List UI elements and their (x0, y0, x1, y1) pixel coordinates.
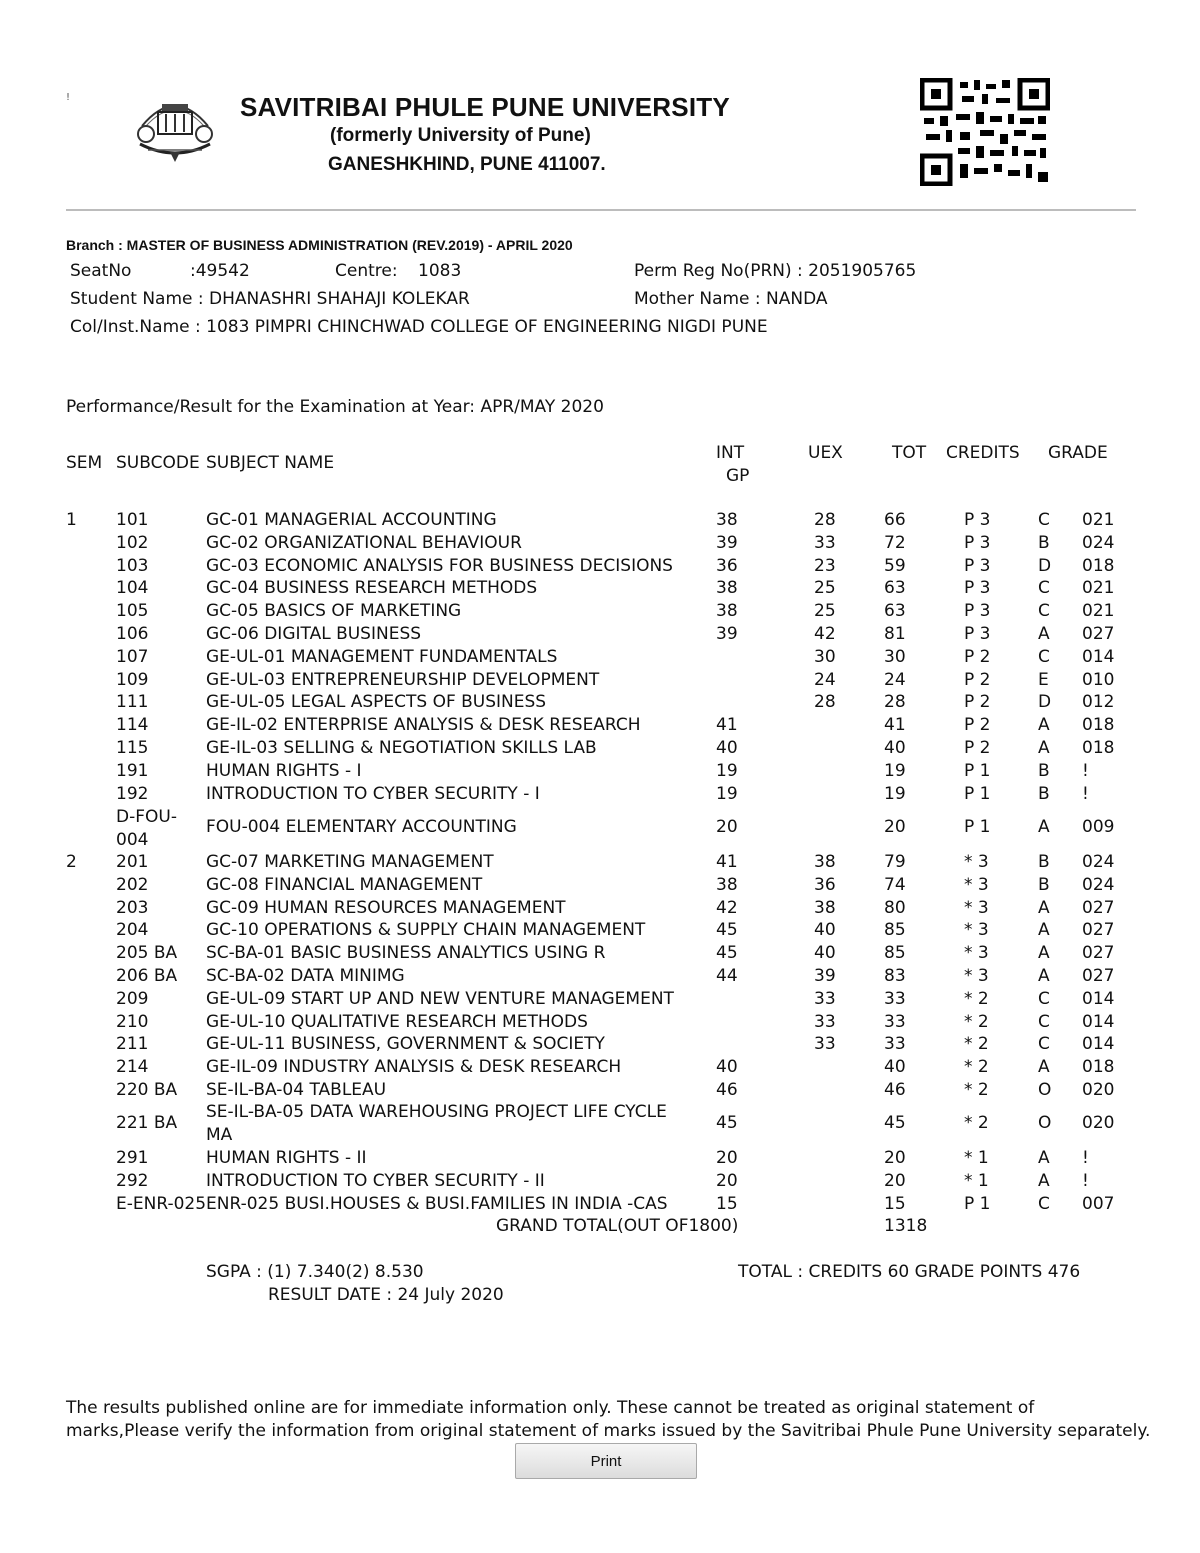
table-row (0, 852, 1200, 875)
row-int: 45 (716, 943, 738, 964)
row-int: 38 (716, 874, 738, 895)
row-subcode: 204 (116, 920, 149, 941)
row-tot: 74 (884, 874, 906, 895)
row-221-int: 45 (716, 1113, 738, 1133)
row-credits: P 1 (964, 1193, 991, 1214)
row-int: 40 (716, 1057, 738, 1078)
row-subject-name: GE-UL-03 ENTREPRENEURSHIP DEVELOPMENT (206, 669, 600, 690)
table-row (0, 1194, 1200, 1217)
row-grade-points: 012 (1082, 692, 1115, 713)
row-uex: 40 (814, 943, 836, 964)
row-subject-name: GC-07 MARKETING MANAGEMENT (206, 852, 494, 872)
row-uex: 25 (814, 601, 836, 622)
row-uex: 39 (814, 966, 836, 986)
row-credits: * 1 (964, 1170, 989, 1191)
mother-name: Mother Name : NANDA (634, 289, 828, 309)
row-grade-points: 018 (1082, 555, 1115, 576)
row-int: 38 (716, 510, 738, 530)
row-subject-name: HUMAN RIGHTS - II (206, 1148, 367, 1168)
fou-grade-points: 009 (1082, 817, 1115, 837)
row-credits: * 3 (964, 920, 989, 941)
table-row (0, 1171, 1200, 1194)
row-int: 20 (716, 1148, 738, 1168)
fou-credits: P 1 (964, 817, 991, 837)
row-grade: C (1038, 601, 1050, 622)
row-grade-points: 018 (1082, 715, 1115, 736)
row-tot: 59 (884, 555, 906, 576)
row-221-grade: O (1038, 1113, 1052, 1133)
row-sem: 2 (66, 852, 77, 872)
row-subcode: 206 BA (116, 966, 178, 986)
row-tot: 40 (884, 1057, 906, 1078)
row-grade: A (1038, 1170, 1050, 1191)
table-row (0, 1012, 1200, 1035)
row-uex: 28 (814, 692, 836, 713)
row-grade: C (1038, 1193, 1050, 1214)
stray-mark: ! (66, 92, 71, 103)
row-grade-points: 014 (1082, 988, 1115, 1009)
row-uex: 42 (814, 624, 836, 644)
row-int: 19 (716, 783, 738, 804)
row-credits: P 3 (964, 532, 991, 553)
row-int: 36 (716, 555, 738, 576)
row-subcode: 103 (116, 555, 149, 576)
row-grade-points: 010 (1082, 669, 1115, 690)
row-tot: 80 (884, 897, 906, 918)
row-credits: * 2 (964, 1057, 989, 1078)
table-row (0, 533, 1200, 556)
table-row (0, 1057, 1200, 1080)
row-subject-name: INTRODUCTION TO CYBER SECURITY - I (206, 783, 540, 804)
row-grade-points: 024 (1082, 874, 1115, 895)
print-button[interactable]: Print (515, 1443, 697, 1479)
row-subcode: 105 (116, 601, 149, 622)
table-row (0, 692, 1200, 715)
row-subject-name: GE-UL-05 LEGAL ASPECTS OF BUSINESS (206, 692, 547, 713)
row-subject-name: GE-UL-10 QUALITATIVE RESEARCH METHODS (206, 1011, 588, 1032)
row-subcode: 214 (116, 1057, 149, 1078)
header-gp: GP (726, 466, 750, 486)
row-grade: A (1038, 715, 1050, 736)
row-subcode: 109 (116, 669, 149, 690)
row-grade: B (1038, 532, 1050, 553)
row-tot: 63 (884, 578, 906, 599)
row-tot: 28 (884, 692, 906, 713)
row-grade-points: ! (1082, 783, 1089, 804)
centre-value: 1083 (418, 261, 462, 281)
row-sem: 1 (66, 510, 77, 530)
row-credits: P 2 (964, 738, 991, 758)
row-grade: C (1038, 1011, 1050, 1032)
row-subcode: 205 BA (116, 943, 178, 964)
table-row (0, 670, 1200, 693)
row-grade-points: 027 (1082, 943, 1115, 964)
row-grade: A (1038, 1148, 1050, 1168)
university-address: GANESHKHIND, PUNE 411007. (328, 154, 606, 175)
row-tot: 72 (884, 532, 906, 553)
row-grade: C (1038, 510, 1050, 530)
row-subcode: 192 (116, 783, 149, 804)
header-uex: UEX (808, 443, 843, 463)
row-subject-name: GE-IL-09 INDUSTRY ANALYSIS & DESK RESEARCH (206, 1057, 622, 1078)
row-221-subcode: 221 BA (116, 1113, 178, 1133)
university-name: SAVITRIBAI PHULE PUNE UNIVERSITY (240, 92, 730, 122)
fou-subject-name: FOU-004 ELEMENTARY ACCOUNTING (206, 817, 517, 837)
row-grade: A (1038, 624, 1050, 644)
row-credits: P 3 (964, 624, 991, 644)
row-int: 41 (716, 715, 738, 736)
header-tot: TOT (892, 443, 927, 463)
row-subject-name: GE-IL-02 ENTERPRISE ANALYSIS & DESK RESEARCH (206, 715, 641, 736)
branch-line: Branch : MASTER OF BUSINESS ADMINISTRATION (REV.2019) - APRIL 2020 (66, 237, 573, 253)
row-subject-name: GC-08 FINANCIAL MANAGEMENT (206, 874, 483, 895)
row-grade: A (1038, 920, 1050, 941)
header-subject-name: SUBJECT NAME (206, 453, 335, 473)
row-tot: 20 (884, 1148, 906, 1168)
table-row (0, 966, 1200, 989)
table-row (0, 601, 1200, 624)
table-row (0, 715, 1200, 738)
row-grade: A (1038, 966, 1050, 986)
row-subject-name: HUMAN RIGHTS - I (206, 760, 362, 781)
row-uex: 30 (814, 646, 836, 667)
row-grade: A (1038, 897, 1050, 918)
row-tot: 20 (884, 1170, 906, 1191)
row-grade: C (1038, 988, 1050, 1009)
row-credits: * 2 (964, 988, 989, 1009)
row-grade-points: 014 (1082, 1011, 1115, 1032)
row-grade: C (1038, 646, 1050, 667)
row-subcode: 202 (116, 874, 149, 895)
seat-label: SeatNo (70, 261, 132, 281)
table-row (0, 624, 1200, 647)
table-row (0, 784, 1200, 807)
performance-title: Performance/Result for the Examination at Year: APR/MAY 2020 (66, 397, 604, 417)
row-credits: * 1 (964, 1148, 989, 1168)
table-row (0, 761, 1200, 784)
row-subject-name: GE-UL-09 START UP AND NEW VENTURE MANAGEMENT (206, 988, 674, 1009)
row-grade-points: 021 (1082, 578, 1115, 599)
row-tot: 85 (884, 943, 906, 964)
row-tot: 19 (884, 783, 906, 804)
row-subject-name: SE-IL-BA-04 TABLEAU (206, 1080, 387, 1100)
row-subject-name: GE-UL-01 MANAGEMENT FUNDAMENTALS (206, 646, 558, 667)
row-tot: 33 (884, 988, 906, 1009)
row-subcode: 203 (116, 897, 149, 918)
header-divider (66, 209, 1136, 211)
table-row (0, 1034, 1200, 1057)
header-int: INT (716, 443, 745, 463)
row-int: 19 (716, 760, 738, 781)
row-subject-name: GC-09 HUMAN RESOURCES MANAGEMENT (206, 897, 566, 918)
table-row (0, 556, 1200, 579)
row-grade: B (1038, 852, 1050, 872)
row-credits: * 2 (964, 1034, 989, 1055)
row-grade-points: 007 (1082, 1193, 1115, 1214)
row-grade: C (1038, 1034, 1050, 1055)
sgpa-line: SGPA : (1) 7.340(2) 8.530 (206, 1262, 424, 1282)
row-uex: 33 (814, 1011, 836, 1032)
row-subcode: E-ENR-025 (116, 1193, 207, 1214)
row-grade: D (1038, 692, 1052, 713)
row-subcode: 114 (116, 715, 149, 736)
row-int: 38 (716, 601, 738, 622)
row-grade: E (1038, 669, 1049, 690)
row-uex: 24 (814, 669, 836, 690)
row-credits: P 2 (964, 646, 991, 667)
grand-total-value: 1318 (884, 1216, 928, 1236)
row-uex: 38 (814, 897, 836, 918)
row-subject-name: GC-06 DIGITAL BUSINESS (206, 624, 422, 644)
header-credits: CREDITS (946, 443, 1020, 463)
row-grade-points: 021 (1082, 601, 1115, 622)
row-int: 44 (716, 966, 738, 986)
row-grade-points: 018 (1082, 738, 1115, 758)
row-subject-name: GC-02 ORGANIZATIONAL BEHAVIOUR (206, 532, 522, 553)
row-credits: * 3 (964, 943, 989, 964)
row-int: 42 (716, 897, 738, 918)
row-credits: P 1 (964, 760, 991, 781)
table-row (0, 510, 1200, 533)
row-221-tot: 45 (884, 1113, 906, 1133)
row-subject-name: SC-BA-01 BASIC BUSINESS ANALYTICS USING R (206, 943, 606, 964)
row-tot: 81 (884, 624, 906, 644)
row-grade: A (1038, 943, 1050, 964)
row-credits: * 2 (964, 1011, 989, 1032)
row-credits: P 3 (964, 578, 991, 599)
row-tot: 41 (884, 715, 906, 736)
fou-grade: A (1038, 817, 1050, 837)
row-221-grade-points: 020 (1082, 1113, 1115, 1133)
row-tot: 46 (884, 1080, 906, 1100)
row-subcode: 220 BA (116, 1080, 178, 1100)
row-uex: 23 (814, 555, 836, 576)
row-grade-points: ! (1082, 760, 1089, 781)
row-credits: P 2 (964, 692, 991, 713)
row-tot: 30 (884, 646, 906, 667)
row-tot: 40 (884, 738, 906, 758)
seat-value: :49542 (190, 261, 250, 281)
row-grade: D (1038, 555, 1052, 576)
fou-tot: 20 (884, 817, 906, 837)
table-row (0, 738, 1200, 761)
row-int: 20 (716, 1170, 738, 1191)
row-subject-name: SC-BA-02 DATA MINIMG (206, 966, 405, 986)
row-grade: C (1038, 578, 1050, 599)
row-subject-name: GE-IL-03 SELLING & NEGOTIATION SKILLS LAB (206, 738, 597, 758)
table-row (0, 898, 1200, 921)
university-emblem-icon (132, 92, 218, 166)
fou-subcode-line1: D-FOU- (116, 807, 177, 827)
row-tot: 83 (884, 966, 906, 986)
row-subcode: 107 (116, 646, 149, 667)
fou-subcode-line2: 004 (116, 830, 149, 850)
row-subcode: 292 (116, 1170, 149, 1191)
row-int: 46 (716, 1080, 738, 1100)
row-grade-points: ! (1082, 1170, 1089, 1191)
row-subcode: 106 (116, 624, 149, 644)
disclaimer-line1: The results published online are for immediate information only. These cannot be treated as original statement of (66, 1398, 1035, 1418)
row-int: 38 (716, 578, 738, 599)
row-subcode: 104 (116, 578, 149, 599)
result-date: RESULT DATE : 24 July 2020 (268, 1285, 504, 1305)
row-subcode: 201 (116, 852, 149, 872)
row-subcode: 209 (116, 988, 149, 1009)
row-subject-name: GC-04 BUSINESS RESEARCH METHODS (206, 578, 538, 599)
row-grade: A (1038, 738, 1050, 758)
row-uex: 33 (814, 988, 836, 1009)
row-grade-points: 021 (1082, 510, 1115, 530)
row-subject-name: GC-05 BASICS OF MARKETING (206, 601, 462, 622)
table-row (0, 989, 1200, 1012)
row-uex: 38 (814, 852, 836, 872)
row-credits: * 3 (964, 874, 989, 895)
row-grade-points: 014 (1082, 646, 1115, 667)
row-tot: 63 (884, 601, 906, 622)
row-subject-name: GC-03 ECONOMIC ANALYSIS FOR BUSINESS DECISIONS (206, 555, 673, 576)
row-grade-points: 020 (1082, 1080, 1115, 1100)
table-row (0, 943, 1200, 966)
header-subcode: SUBCODE (116, 453, 200, 473)
row-credits: * 2 (964, 1080, 989, 1100)
college-name: Col/Inst.Name : 1083 PIMPRI CHINCHWAD COLLEGE OF ENGINEERING NIGDI PUNE (70, 317, 768, 337)
row-credits: P 3 (964, 510, 991, 530)
row-tot: 79 (884, 852, 906, 872)
row-subcode: 101 (116, 510, 149, 530)
row-grade: B (1038, 874, 1050, 895)
row-grade-points: 024 (1082, 532, 1115, 553)
prn-line: Perm Reg No(PRN) : 2051905765 (634, 261, 917, 281)
row-credits: * 3 (964, 897, 989, 918)
row-subject-name: INTRODUCTION TO CYBER SECURITY - II (206, 1170, 545, 1191)
row-subject-name: ENR-025 BUSI.HOUSES & BUSI.FAMILIES IN INDIA -CAS (206, 1193, 668, 1214)
row-subject-name: GE-UL-11 BUSINESS, GOVERNMENT & SOCIETY (206, 1034, 605, 1055)
table-row (0, 578, 1200, 601)
row-221-credits: * 2 (964, 1113, 989, 1133)
row-grade: B (1038, 760, 1050, 781)
row-int: 15 (716, 1193, 738, 1214)
row-int: 40 (716, 738, 738, 758)
row-grade: B (1038, 783, 1050, 804)
table-row (0, 1080, 1200, 1103)
row-subcode: 111 (116, 692, 149, 713)
grand-total-label: GRAND TOTAL(OUT OF1800) (496, 1216, 739, 1236)
qr-code-icon (920, 78, 1050, 186)
row-grade-points: 027 (1082, 966, 1115, 986)
row-grade-points: 027 (1082, 920, 1115, 941)
row-grade-points: ! (1082, 1148, 1089, 1168)
header-grade: GRADE (1048, 443, 1108, 463)
row-subcode: 115 (116, 738, 149, 758)
row-uex: 28 (814, 510, 836, 530)
row-grade-points: 018 (1082, 1057, 1115, 1078)
row-tot: 85 (884, 920, 906, 941)
row-subcode: 211 (116, 1034, 149, 1055)
university-formerly: (formerly University of Pune) (330, 125, 591, 146)
row-credits: P 3 (964, 601, 991, 622)
row-grade-points: 027 (1082, 897, 1115, 918)
row-grade: A (1038, 1057, 1050, 1078)
row-int: 39 (716, 532, 738, 553)
row-tot: 66 (884, 510, 906, 530)
disclaimer-line2: marks,Please verify the information from original statement of marks issued by the Savitribai Phule Pune University separately. (66, 1421, 1151, 1441)
row-subcode: 102 (116, 532, 149, 553)
row-int: 39 (716, 624, 738, 644)
row-int: 41 (716, 852, 738, 872)
row-uex: 33 (814, 1034, 836, 1055)
row-uex: 36 (814, 874, 836, 895)
row-subject-name: GC-01 MANAGERIAL ACCOUNTING (206, 510, 497, 530)
row-subcode: 191 (116, 760, 149, 781)
table-row (0, 920, 1200, 943)
fou-int: 20 (716, 817, 738, 837)
row-credits: P 1 (964, 783, 991, 804)
row-credits: * 3 (964, 966, 989, 986)
row-int: 45 (716, 920, 738, 941)
row-credits: P 2 (964, 669, 991, 690)
table-row (0, 1148, 1200, 1171)
row-grade-points: 014 (1082, 1034, 1115, 1055)
table-row (0, 647, 1200, 670)
row-credits: P 3 (964, 555, 991, 576)
row-uex: 25 (814, 578, 836, 599)
row-subcode: 291 (116, 1148, 149, 1168)
row-221-name-line1: SE-IL-BA-05 DATA WAREHOUSING PROJECT LIFE CYCLE (206, 1102, 667, 1122)
row-uex: 40 (814, 920, 836, 941)
header-sem: SEM (66, 453, 103, 473)
row-tot: 15 (884, 1193, 906, 1214)
row-credits: * 3 (964, 852, 989, 872)
row-tot: 19 (884, 760, 906, 781)
row-tot: 33 (884, 1034, 906, 1055)
row-221-name-line2: MA (206, 1125, 233, 1145)
centre-label: Centre: (335, 261, 398, 281)
totals-line: TOTAL : CREDITS 60 GRADE POINTS 476 (738, 1262, 1081, 1282)
row-uex: 33 (814, 532, 836, 553)
row-grade-points: 027 (1082, 624, 1115, 644)
row-credits: P 2 (964, 715, 991, 736)
row-subject-name: GC-10 OPERATIONS & SUPPLY CHAIN MANAGEMENT (206, 920, 646, 941)
student-name: Student Name : DHANASHRI SHAHAJI KOLEKAR (70, 289, 470, 309)
row-subcode: 210 (116, 1011, 149, 1032)
row-grade: O (1038, 1080, 1052, 1100)
row-tot: 24 (884, 669, 906, 690)
table-row (0, 875, 1200, 898)
row-tot: 33 (884, 1011, 906, 1032)
row-grade-points: 024 (1082, 852, 1115, 872)
